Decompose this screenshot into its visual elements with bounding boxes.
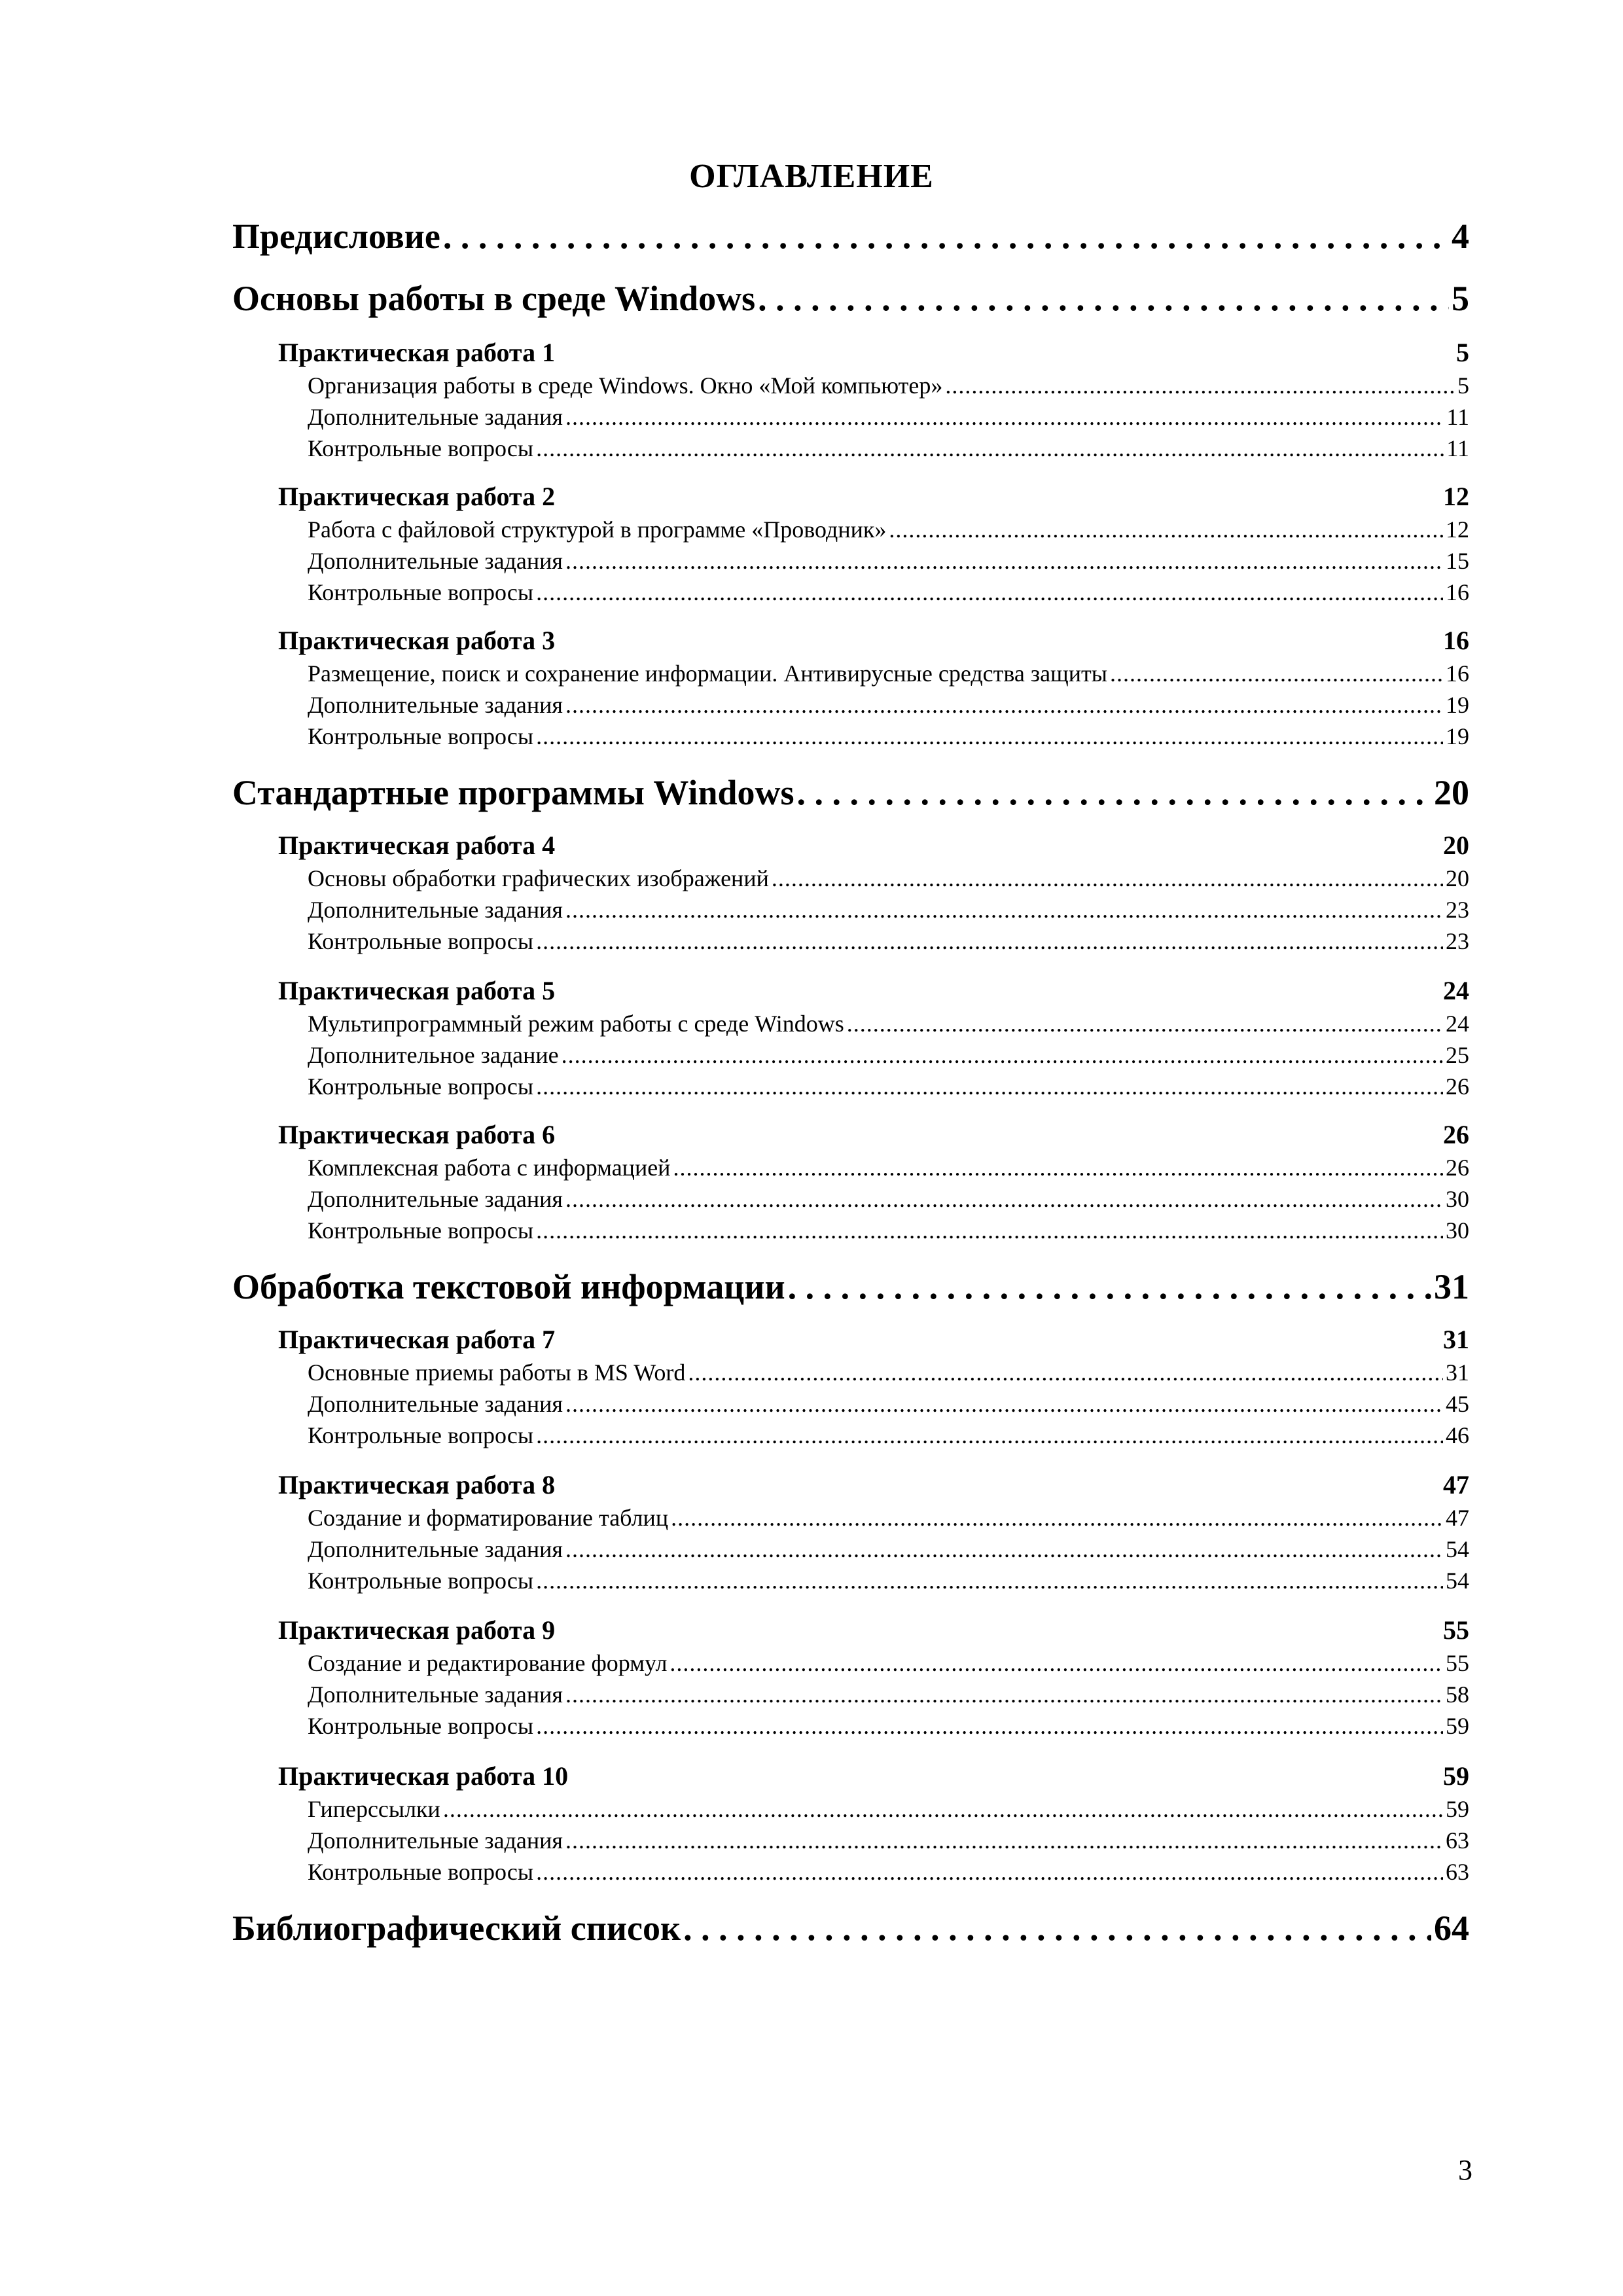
toc-entry-page: 46 <box>1446 1422 1469 1448</box>
toc-entry-page: 4 <box>1452 217 1469 256</box>
toc-entry-label: Практическая работа 5 <box>278 976 556 1005</box>
toc-entry-preface[interactable] <box>232 216 1469 262</box>
toc-entry-label: Дополнительные задания <box>308 1391 563 1417</box>
toc-entry-label: Практическая работа 6 <box>278 1120 556 1149</box>
dot-leader <box>671 1504 1443 1532</box>
toc-entry-item[interactable] <box>308 1795 1469 1825</box>
toc-entry-item[interactable] <box>308 516 1469 546</box>
dot-leader <box>536 1217 1443 1244</box>
toc-entry-page: 11 <box>1446 435 1469 461</box>
toc-entry-label: Создание и редактирование формул <box>308 1650 668 1676</box>
toc-entry-item[interactable] <box>308 1217 1469 1247</box>
toc-entry-page: 5 <box>1457 372 1469 399</box>
dot-leader <box>565 1827 1443 1854</box>
dot-leader <box>565 1185 1443 1213</box>
toc-entry-page: 30 <box>1446 1186 1469 1212</box>
toc-entry-label: Основные приемы работы в MS Word <box>308 1359 686 1386</box>
dot-leader <box>673 1154 1443 1181</box>
toc-entry-chapter-standard-programs[interactable] <box>232 772 1469 818</box>
toc-entry-label: Дополнительные задания <box>308 692 563 718</box>
toc-entry-page: 11 <box>1446 404 1469 430</box>
toc-entry-item[interactable] <box>308 927 1469 958</box>
dot-leader <box>758 278 1449 319</box>
toc-entry-label: Контрольные вопросы <box>308 1217 534 1244</box>
toc-entry-work-8[interactable] <box>278 1469 1469 1503</box>
toc-entry-work-2[interactable] <box>278 481 1469 515</box>
toc-entry-label: Дополнительные задания <box>308 1186 563 1212</box>
toc-entry-label: Стандартные программы Windows <box>232 773 794 812</box>
toc-entry-page: 26 <box>1446 1073 1469 1100</box>
toc-entry-label: Мультипрограммный режим работы с среде Windows <box>308 1011 844 1037</box>
toc-entry-page: 47 <box>1446 1505 1469 1531</box>
toc-entry-label: Контрольные вопросы <box>308 1073 534 1100</box>
toc-entry-item[interactable] <box>308 723 1469 753</box>
toc-entry-label: Комплексная работа с информацией <box>308 1155 671 1181</box>
toc-entry-page: 5 <box>1456 338 1469 367</box>
toc-entry-page: 45 <box>1446 1391 1469 1417</box>
dot-leader <box>536 1422 1443 1449</box>
toc-entry-label: Практическая работа 10 <box>278 1761 569 1791</box>
toc-entry-item[interactable] <box>308 372 1469 402</box>
toc-entry-page: 16 <box>1446 660 1469 687</box>
toc-entry-label: Дополнительные задания <box>308 1827 563 1854</box>
toc-entry-page: 31 <box>1446 1359 1469 1386</box>
toc-entry-label: Контрольные вопросы <box>308 723 534 749</box>
toc-entry-page: 12 <box>1443 482 1469 511</box>
toc-entry-page: 16 <box>1443 626 1469 655</box>
toc-entry-page: 16 <box>1446 579 1469 605</box>
toc-entry-page: 47 <box>1443 1470 1469 1499</box>
toc-entry-item[interactable] <box>308 660 1469 690</box>
toc-entry-item[interactable] <box>308 1681 1469 1711</box>
toc-entry-label: Практическая работа 1 <box>278 338 556 367</box>
toc-entry-item[interactable] <box>308 1359 1469 1389</box>
dot-leader <box>536 1712 1443 1740</box>
toc-entry-bibliography[interactable] <box>232 1908 1469 1954</box>
toc-entry-work-6[interactable] <box>278 1119 1469 1153</box>
toc-entry-label: Обработка текстовой информации <box>232 1267 785 1306</box>
toc-entry-page: 26 <box>1446 1155 1469 1181</box>
toc-entry-item[interactable] <box>308 1712 1469 1742</box>
toc-entry-item[interactable] <box>308 1010 1469 1040</box>
toc-entry-page: 59 <box>1446 1713 1469 1739</box>
toc-entry-page: 20 <box>1434 773 1469 812</box>
toc-entry-label: Практическая работа 4 <box>278 831 556 860</box>
toc-entry-label: Контрольные вопросы <box>308 435 534 461</box>
toc-entry-label: Дополнительные задания <box>308 1536 563 1562</box>
toc-entry-label: Библиографический список <box>232 1909 681 1948</box>
toc-entry-label: Практическая работа 8 <box>278 1470 556 1499</box>
toc-entry-item[interactable] <box>308 1390 1469 1420</box>
toc-entry-label: Дополнительные задания <box>308 897 563 923</box>
dot-leader <box>562 1041 1443 1069</box>
toc-entry-page: 24 <box>1443 976 1469 1005</box>
toc-entry-chapter-windows-basics[interactable] <box>232 278 1469 324</box>
toc-entry-item[interactable] <box>308 1649 1469 1679</box>
toc-entry-label: Гиперссылки <box>308 1796 440 1822</box>
toc-entry-item[interactable] <box>308 1567 1469 1597</box>
toc-entry-page: 63 <box>1446 1859 1469 1885</box>
dot-leader <box>536 1858 1443 1886</box>
toc-entry-page: 23 <box>1446 897 1469 923</box>
toc-entry-label: Основы обработки графических изображений <box>308 865 769 891</box>
toc-entry-item[interactable] <box>308 403 1469 433</box>
dot-leader <box>565 691 1443 719</box>
toc-entry-item[interactable] <box>308 1185 1469 1215</box>
toc-entry-label: Контрольные вопросы <box>308 579 534 605</box>
dot-leader <box>797 772 1431 813</box>
dot-leader <box>669 1649 1443 1677</box>
dot-leader <box>536 927 1443 955</box>
toc-entry-label: Практическая работа 7 <box>278 1325 556 1354</box>
toc-entry-label: Дополнительные задания <box>308 1681 563 1708</box>
toc-entry-label: Практическая работа 3 <box>278 626 556 655</box>
toc-entry-page: 30 <box>1446 1217 1469 1244</box>
toc-entry-label: Контрольные вопросы <box>308 1422 534 1448</box>
toc-entry-page: 55 <box>1446 1650 1469 1676</box>
toc-entry-item[interactable] <box>308 1422 1469 1452</box>
dot-leader <box>565 403 1444 431</box>
toc-entry-page: 31 <box>1434 1267 1469 1306</box>
toc-entry-item[interactable] <box>308 896 1469 926</box>
toc-entry-label: Контрольные вопросы <box>308 1713 534 1739</box>
toc-entry-item[interactable] <box>308 1154 1469 1184</box>
toc-entry-page: 26 <box>1443 1120 1469 1149</box>
toc-entry-page: 55 <box>1443 1615 1469 1645</box>
toc-entry-page: 59 <box>1443 1761 1469 1791</box>
dot-leader <box>565 896 1443 924</box>
toc-entry-label: Размещение, поиск и сохранение информации. Антивирусные средства защиты <box>308 660 1107 687</box>
dot-leader <box>536 579 1443 606</box>
toc-entry-work-5[interactable] <box>278 975 1469 1009</box>
dot-leader <box>565 1535 1443 1563</box>
toc-entry-item[interactable] <box>308 1535 1469 1566</box>
toc-entry-label: Предисловие <box>232 217 440 256</box>
toc-entry-page: 25 <box>1446 1042 1469 1068</box>
toc-entry-page: 15 <box>1446 548 1469 574</box>
toc-entry-page: 19 <box>1446 692 1469 718</box>
toc-entry-item[interactable] <box>308 1827 1469 1857</box>
toc-entry-item[interactable] <box>308 435 1469 465</box>
dot-leader <box>536 435 1444 462</box>
toc-entry-label: Создание и форматирование таблиц <box>308 1505 669 1531</box>
dot-leader <box>565 1681 1443 1708</box>
toc-entry-page: 59 <box>1446 1796 1469 1822</box>
toc-entry-item[interactable] <box>308 1504 1469 1534</box>
toc-entry-item[interactable] <box>308 691 1469 721</box>
toc-entry-page: 5 <box>1452 279 1469 318</box>
toc-entry-item[interactable] <box>308 1041 1469 1071</box>
toc-entry-label: Практическая работа 9 <box>278 1615 556 1645</box>
dot-leader <box>945 372 1455 399</box>
toc-entry-label: Дополнительные задания <box>308 404 563 430</box>
toc-entry-item[interactable] <box>308 579 1469 609</box>
toc-entry-page: 12 <box>1446 516 1469 543</box>
toc-entry-page: 64 <box>1434 1909 1469 1948</box>
toc-entry-label: Работа с файловой структурой в программе «Проводник» <box>308 516 887 543</box>
dot-leader <box>443 1795 1443 1823</box>
toc-entry-item[interactable] <box>308 1073 1469 1103</box>
toc-entry-page: 23 <box>1446 928 1469 954</box>
dot-leader <box>847 1010 1443 1037</box>
toc-entry-work-3[interactable] <box>278 625 1469 659</box>
dot-leader <box>565 547 1443 575</box>
toc-entry-work-9[interactable] <box>278 1615 1469 1649</box>
dot-leader <box>683 1908 1431 1948</box>
toc-entry-page: 31 <box>1443 1325 1469 1354</box>
toc-entry-work-10[interactable] <box>278 1761 1469 1795</box>
toc-entry-work-7[interactable] <box>278 1324 1469 1358</box>
toc-entry-label: Дополнительные задания <box>308 548 563 574</box>
dot-leader <box>443 216 1449 257</box>
toc-entry-label: Организация работы в среде Windows. Окно «Мой компьютер» <box>308 372 943 399</box>
toc-entry-label: Контрольные вопросы <box>308 1568 534 1594</box>
dot-leader <box>536 723 1443 750</box>
dot-leader <box>1110 660 1443 687</box>
toc-entry-page: 24 <box>1446 1011 1469 1037</box>
toc-entry-label: Контрольные вопросы <box>308 928 534 954</box>
toc-entry-item[interactable] <box>308 1858 1469 1888</box>
toc-entry-page: 54 <box>1446 1568 1469 1594</box>
toc-entry-page: 20 <box>1443 831 1469 860</box>
toc-entry-item[interactable] <box>308 865 1469 895</box>
dot-leader <box>772 865 1443 892</box>
toc-entry-work-4[interactable] <box>278 830 1469 864</box>
toc-entry-label: Дополнительное задание <box>308 1042 559 1068</box>
dot-leader <box>788 1266 1431 1307</box>
toc-entry-item[interactable] <box>308 547 1469 577</box>
page-number: 3 <box>1458 2154 1472 2186</box>
dot-leader <box>536 1567 1443 1594</box>
toc-entry-chapter-text-processing[interactable] <box>232 1266 1469 1312</box>
dot-leader <box>889 516 1443 543</box>
toc-entry-page: 19 <box>1446 723 1469 749</box>
toc-entry-page: 20 <box>1446 865 1469 891</box>
toc-entry-work-1[interactable] <box>278 337 1469 371</box>
toc-entry-label: Практическая работа 2 <box>278 482 556 511</box>
toc-entry-label: Контрольные вопросы <box>308 1859 534 1885</box>
toc-entry-page: 63 <box>1446 1827 1469 1854</box>
toc-title: ОГЛАВЛЕНИЕ <box>689 158 934 195</box>
toc-entry-page: 54 <box>1446 1536 1469 1562</box>
dot-leader <box>688 1359 1443 1386</box>
dot-leader <box>536 1073 1443 1100</box>
toc-entry-page: 58 <box>1446 1681 1469 1708</box>
toc-entry-label: Основы работы в среде Windows <box>232 279 756 318</box>
dot-leader <box>565 1390 1443 1418</box>
